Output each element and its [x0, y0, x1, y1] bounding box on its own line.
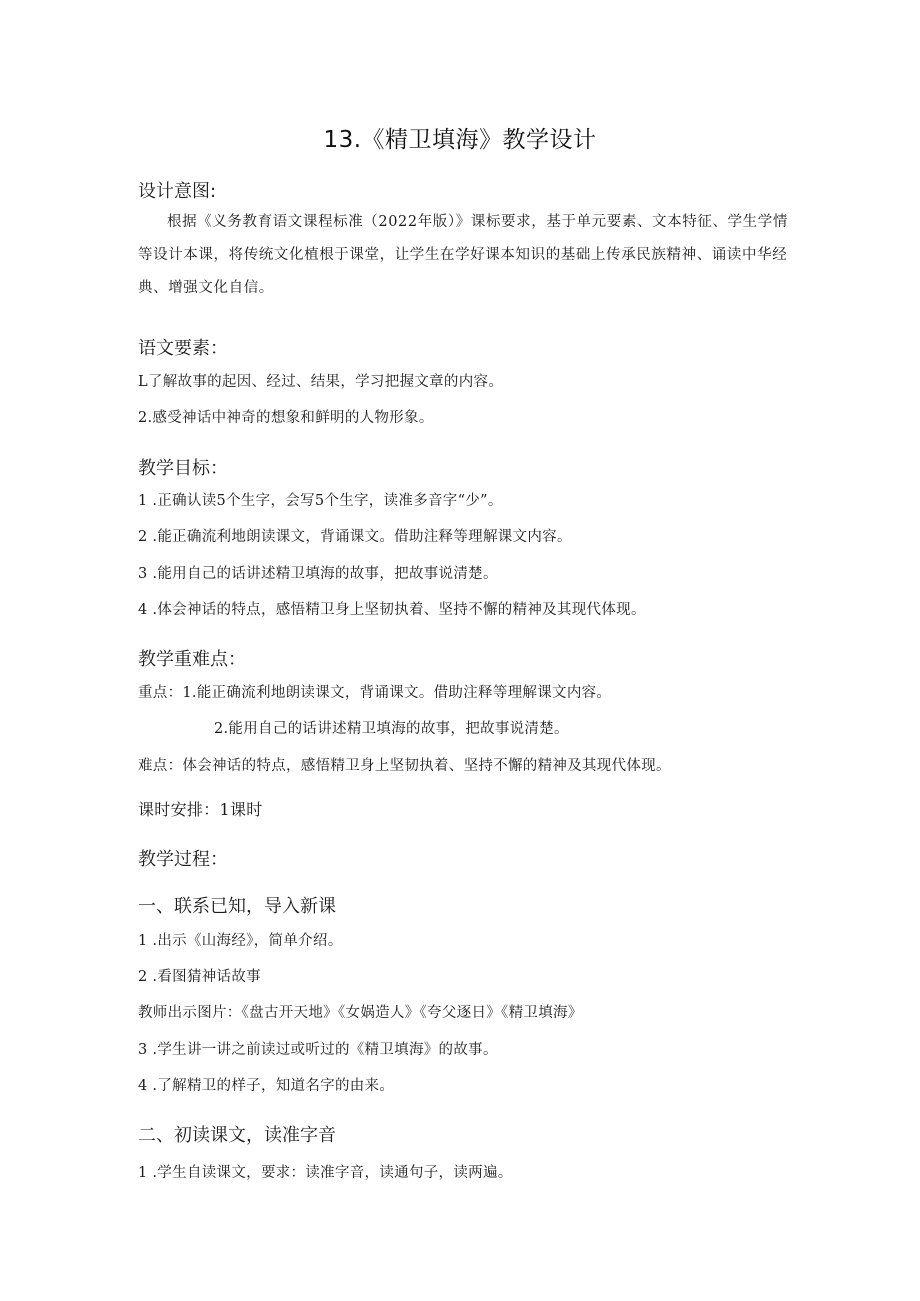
- difficulty-point: 难点：体会神话的特点，感悟精卫身上坚韧执着、坚持不懈的精神及其现代体现。: [138, 758, 671, 774]
- document-title: 13.《精卫填海》教学设计: [323, 127, 597, 153]
- intent-heading: 设计意图:: [138, 181, 217, 202]
- part1-heading: 一、联系已知，导入新课: [138, 896, 336, 917]
- elements-heading: 语文要素：: [138, 338, 228, 359]
- goals-item-2: 2 .能正确流利地朗读课文，背诵课文。借助注释等理解课文内容。: [138, 529, 572, 545]
- keypoint-2: 2.能用自己的话讲述精卫填海的故事，把故事说清楚。: [214, 721, 569, 737]
- part1-item-2: 2 .看图猜神话故事: [138, 969, 261, 985]
- goals-item-3: 3 .能用自己的话讲述精卫填海的故事，把故事说清楚。: [138, 566, 498, 582]
- keypoints-heading: 教学重难点：: [138, 649, 246, 670]
- part2-item-1: 1 .学生自读课文，要求：读准字音，读通句子，读两遍。: [138, 1165, 513, 1181]
- keypoint-1: 重点：1.能正确流利地朗读课文，背诵课文。借助注释等理解课文内容。: [138, 685, 612, 701]
- goals-item-4: 4 .体会神话的特点，感悟精卫身上坚韧执着、坚持不懈的精神及其现代体现。: [138, 602, 646, 618]
- part1-item-4: 3 .学生讲一讲之前读过或听过的《精卫填海》的故事。: [138, 1042, 498, 1058]
- intent-paragraph: 根据《义务教育语文课程标准（2022年版）》课标要求，基于单元要素、文本特征、学生学情等设计本课，将传统文化植根于课堂，让学生在学好课本知识的基础上传承民族精神、诵读中华经典、增强文化自信。: [138, 214, 788, 296]
- elements-item-2: 2.感受神话中神奇的想象和鲜明的人物形象。: [138, 410, 434, 426]
- part1-item-5: 4 .了解精卫的样子，知道名字的由来。: [138, 1078, 395, 1094]
- elements-item-1: L了解故事的起因、经过、结果，学习把握文章的内容。: [138, 374, 504, 390]
- part2-heading: 二、初读课文，读准字音: [138, 1125, 336, 1146]
- part1-item-1: 1 .出示《山海经》，简单介绍。: [138, 933, 343, 949]
- process-heading: 教学过程：: [138, 849, 228, 870]
- goals-item-1: 1 .正确认读5个生字，会写5个生字，读准多音字“少”。: [138, 493, 503, 509]
- part1-item-3: 教师出示图片：《盘古开天地》《女娲造人》《夸父逐日》《精卫填海》: [138, 1005, 583, 1021]
- goals-heading: 教学目标：: [138, 458, 228, 479]
- schedule-text: 课时安排：1课时: [138, 800, 263, 819]
